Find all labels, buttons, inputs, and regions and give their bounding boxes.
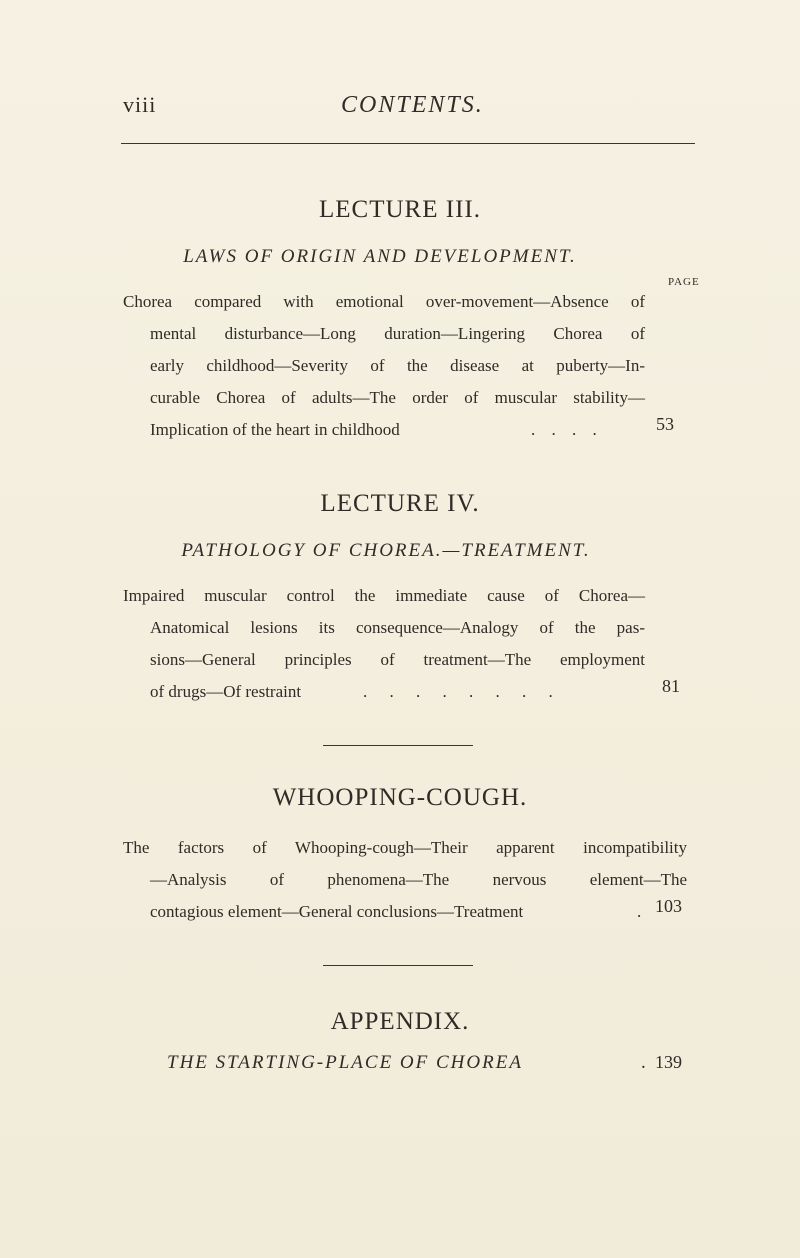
page-column-label: PAGE <box>668 276 700 288</box>
lecture-3-summary <box>123 286 645 446</box>
summary-line: curable Chorea of adults—The order of muscular stability— <box>150 388 645 407</box>
appendix-subtitle: THE STARTING-PLACE OF CHOREA <box>167 1052 523 1073</box>
lecture-4-summary <box>123 580 645 708</box>
dot-leader: . . . . <box>531 420 603 439</box>
summary-line: contagious element—General conclusions—Treatment <box>150 902 524 921</box>
dot-leader: . <box>637 902 642 921</box>
whooping-cough-title: WHOOPING-COUGH. <box>272 784 528 811</box>
lecture-4-subtitle: PATHOLOGY OF CHOREA.—TREATMENT. <box>181 540 591 561</box>
appendix-page: 139 <box>655 1052 682 1072</box>
lecture-3-subtitle: LAWS OF ORIGIN AND DEVELOPMENT. <box>183 246 577 267</box>
header-rule <box>121 143 695 144</box>
whooping-cough-page: 103 <box>655 896 682 916</box>
page-title: CONTENTS. <box>341 92 484 118</box>
summary-last-line <box>123 676 645 708</box>
lecture-4-page: 81 <box>662 676 680 696</box>
dot-leader: . <box>641 1052 646 1073</box>
summary-line: mental disturbance—Long duration—Lingering Chorea of <box>150 324 645 343</box>
summary-last-line <box>123 896 687 928</box>
page-number: viii <box>123 92 157 117</box>
lecture-4-title: LECTURE IV. <box>320 490 480 517</box>
running-head <box>123 92 703 132</box>
summary-line: Impaired muscular control the immediate cause of Chorea— <box>123 586 645 605</box>
section-divider <box>323 745 473 746</box>
summary-line: The factors of Whooping-cough—Their apparent incompatibility <box>123 838 687 857</box>
summary-line: sions—General principles of treatment—The employment <box>150 650 645 669</box>
summary-line: early childhood—Severity of the disease at puberty—In- <box>150 356 645 375</box>
summary-line: Chorea compared with emotional over-movement—Absence of <box>123 292 645 311</box>
summary-line: Anatomical lesions its consequence—Analogy of the pas- <box>150 618 645 637</box>
section-divider <box>323 965 473 966</box>
appendix-title: APPENDIX. <box>330 1008 470 1035</box>
lecture-3-page: 53 <box>656 414 674 434</box>
summary-line: of drugs—Of restraint <box>150 682 302 701</box>
summary-line: —Analysis of phenomena—The nervous element—The <box>150 870 687 889</box>
summary-line: Implication of the heart in childhood <box>150 420 400 439</box>
summary-last-line <box>123 414 645 446</box>
dot-leader: . . . . . . . . <box>363 682 562 701</box>
lecture-3-title: LECTURE III. <box>319 196 481 223</box>
whooping-cough-summary <box>123 832 687 928</box>
